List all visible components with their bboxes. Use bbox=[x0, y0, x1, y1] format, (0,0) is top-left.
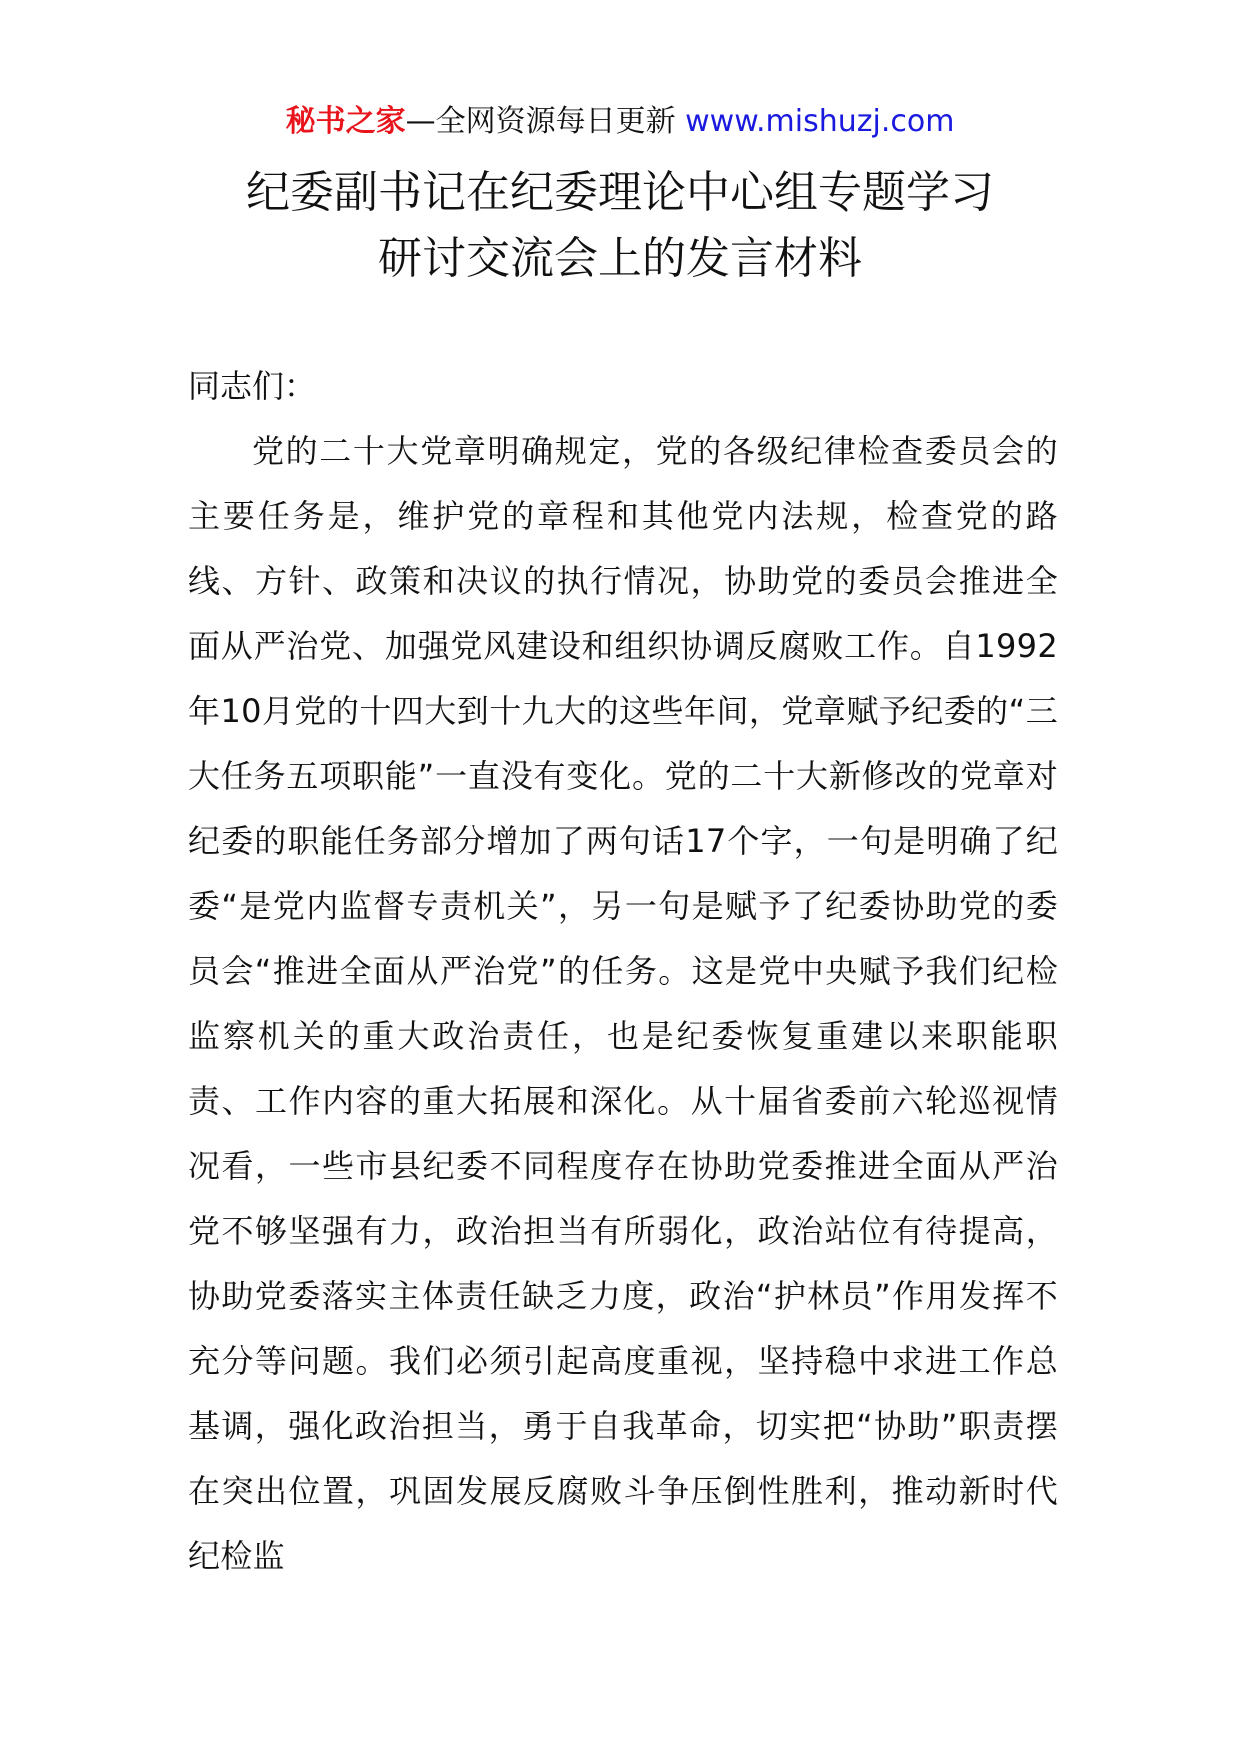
body-paragraph: 党的二十大党章明确规定，党的各级纪律检查委员会的主要任务是，维护党的章程和其他党内法规，检查党的路线、方针、政策和决议的执行情况，协助党的委员会推进全面从严治党、加强党风建设和组织协调反腐败工作。自1992年10月党的十四大到十九大的这些年间，党章赋予纪委的“三大任务五项职能”一直没有变化。党的二十大新修改的党章对纪委的职能任务部分增加了两句话17个字，一句是明确了纪委“是党内监督专责机关”，另一句是赋予了纪委协助党的委员会“推进全面从严治党”的任务。这是党中央赋予我们纪检监察机关的重大政治责任，也是纪委恢复重建以来职能职责、工作内容的重大拓展和深化。从十届省委前六轮巡视情况看，一些市县纪委不同程度存在协助党委推进全面从严治党不够坚强有力，政治担当有所弱化，政治站位有待提高，协助党委落实主体责任缺乏力度，政治“护林员”作用发挥不充分等问题。我们必须引起高度重视，坚持稳中求进工作总基调，强化政治担当，勇于自我革命，切实把“协助”职责摆在突出位置，巩固发展反腐败斗争压倒性胜利，推动新时代纪检监 bbox=[188, 432, 1058, 1575]
site-url-link[interactable]: www.mishuzj.com bbox=[685, 104, 955, 139]
header-slogan: —全网资源每日更新 bbox=[405, 104, 686, 139]
brand-name: 秘书之家 bbox=[285, 104, 406, 139]
document-body bbox=[188, 354, 1058, 1589]
title-line-1: 纪委副书记在纪委理论中心组专题学习 bbox=[246, 167, 994, 218]
title-line-2: 研讨交流会上的发言材料 bbox=[378, 233, 862, 284]
site-header bbox=[0, 100, 1240, 144]
document-title bbox=[0, 160, 1240, 292]
salutation: 同志们： bbox=[188, 367, 317, 405]
